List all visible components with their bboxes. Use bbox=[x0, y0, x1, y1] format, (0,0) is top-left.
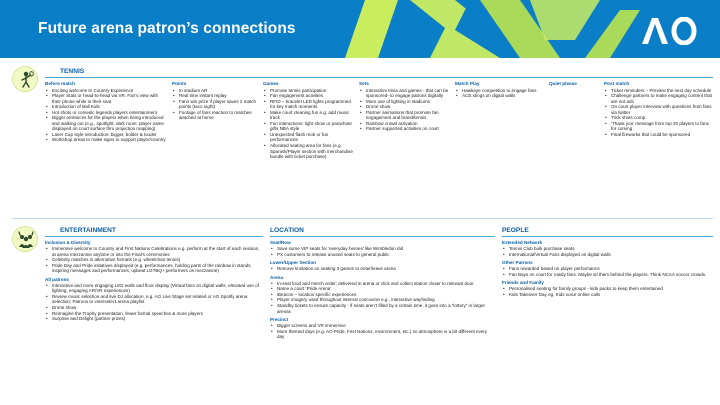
list-item: • In-seat food and merch order; delivered in arena or click and collect station closer to relevant door bbox=[270, 281, 495, 287]
group-heading: Lower/Upper Section bbox=[270, 260, 316, 266]
list-item: • Challenge partners to make engaging content that are not ads bbox=[604, 93, 712, 104]
tennis-column-before-match bbox=[45, 81, 167, 143]
list-item: • Trick shots comp. bbox=[604, 115, 712, 121]
list-item: • Introduction of Ball Kids bbox=[45, 104, 167, 110]
list-item: • Surprise and Delight (partner prizes) bbox=[45, 316, 263, 322]
list-item: • Fan Bays on court for rowdy fans. Maybe sit them behind the players. Think NCAA soccer crowds. bbox=[502, 272, 713, 278]
entertainment-content bbox=[45, 240, 263, 322]
list-item: • Standby tickets to ensure capacity - if seats aren’t filled by a certain time, it goes into a “lottery” in larger arenas bbox=[270, 303, 495, 314]
location-content bbox=[270, 240, 495, 340]
tennis-divider bbox=[45, 77, 713, 78]
group-heading: Arena bbox=[270, 274, 284, 280]
tennis-column-sets bbox=[359, 81, 451, 132]
column-heading: Match Play bbox=[455, 81, 480, 86]
list-item: • Footage of fans reaction to matches watched at home bbox=[172, 110, 258, 121]
tennis-column-games bbox=[263, 81, 355, 160]
people-section-title: PEOPLE bbox=[502, 227, 529, 234]
group-heading: Seat/Row bbox=[270, 240, 291, 245]
list-item: • Hot shots or comedic legends players entertainment bbox=[45, 110, 167, 116]
list-item: • Ticket reminders – Preview the next day schedule bbox=[604, 88, 712, 94]
list-item: • Rainbow crowd activation bbox=[359, 121, 451, 127]
entertainment-divider bbox=[45, 236, 263, 237]
column-heading: Games bbox=[263, 81, 279, 86]
crowd-cheering-icon bbox=[12, 226, 38, 252]
group-heading: Inclusion & Diversity bbox=[45, 240, 91, 245]
column-heading: Before match bbox=[45, 81, 75, 86]
list-item: • RFID – bracelet LED lights programmed for key match moments bbox=[263, 99, 355, 110]
column-heading: Post match bbox=[604, 81, 630, 86]
list-item: • Fans rewarded based on player performance bbox=[502, 266, 713, 272]
list-item: • Promote tennis participation bbox=[263, 88, 355, 94]
tennis-player-icon bbox=[12, 66, 38, 92]
list-item: • Save some VIP seats for ‘everyday heroes’ like Wimbledon did bbox=[270, 246, 495, 252]
list-item: • Workshop areas to make signs to support player/country bbox=[45, 137, 167, 143]
list-item: • Real time instant replay bbox=[172, 93, 258, 99]
list-item: • International/Virtual Fans displayed on digital walls bbox=[502, 252, 713, 258]
list-item: • Celebrity matches in alternative formats (e.g. wheelchair tennis) bbox=[45, 257, 263, 263]
list-item: • Hawkeye competition to engage fans bbox=[455, 88, 543, 94]
people-divider bbox=[502, 236, 713, 237]
tennis-column-match-play bbox=[455, 81, 543, 99]
list-item: • Partner animations that promote fan engagement and brand/tennis bbox=[359, 110, 451, 121]
tennis-column-quiet-please bbox=[549, 81, 599, 88]
list-item: • Player Stats or head-to-head via VR. Fan’s view with their phone while in their seat bbox=[45, 93, 167, 104]
list-item: • iBeacon – location specific experiences bbox=[270, 292, 495, 298]
list-item: • Exciting welcome to Country Experience bbox=[45, 88, 167, 94]
group-heading: Precinct bbox=[270, 317, 289, 323]
list-item: • Player imagery used throughout internal concourse e.g., interactive wayfinding bbox=[270, 297, 495, 303]
list-item: • Review music selection and live DJ allocation, e.g. AO Live Stage set related or AO Spotify arena selection; Patrons to vote/select arena playlist bbox=[45, 294, 263, 305]
list-item: • Remove limitation on seating 3 games to enter/leave arena bbox=[270, 266, 495, 272]
location-divider bbox=[270, 236, 495, 237]
list-item: • Laver Cup style introduction: bigger, bolder & louder bbox=[45, 132, 167, 138]
list-item: • Unexpected flash mob or fun performances bbox=[263, 132, 355, 143]
list-item: • Name a court ‘Pride Arena’ bbox=[270, 286, 495, 292]
group-heading: All patrons bbox=[45, 276, 69, 282]
list-item: • Reimagine the Trophy presentation, fewer formal speeches & more players bbox=[45, 311, 263, 317]
list-item: • Interactive trivia and games - that can be sponsored- to engage patrons digitally bbox=[359, 88, 451, 99]
list-item: • Bigger entrances for the players when being introduced and walking out (e.g., spotlight, dark room; player name displayed on court surface thru projection mapping) bbox=[45, 115, 167, 132]
list-item: • Allocated seating area for fans (e.g. Spanish/Player section with merchandise bundle with ticket purchase) bbox=[263, 143, 355, 160]
list-item: • Tennis Club bulk purchase seats bbox=[502, 246, 713, 252]
header-banner bbox=[0, 0, 720, 58]
column-heading: Quiet please bbox=[549, 81, 577, 86]
people-content bbox=[502, 240, 713, 297]
tennis-column-post-match bbox=[604, 81, 712, 137]
list-item: • Personalised seating for family groups - kids packs to keep them entertained bbox=[502, 286, 713, 292]
group-heading: Friends and Family bbox=[502, 280, 544, 286]
entertainment-section-title: ENTERTAINMENT bbox=[60, 227, 116, 234]
column-heading: Sets bbox=[359, 81, 369, 86]
list-item: • Fans win prize if player saves 2 match points (taco night) bbox=[172, 99, 258, 110]
tennis-column-points bbox=[172, 81, 258, 121]
list-item: • Bigger screens and VR immersive bbox=[270, 323, 495, 329]
list-item: • ‘Thank you’ message from top 20 players to fans for coming bbox=[604, 121, 712, 132]
list-item: • More themed days (e.g. AO Pride, First Nations, environment, etc.) so atmosphere is a bit different every day bbox=[270, 329, 495, 340]
list-item: • Fan engagement activities bbox=[263, 93, 355, 99]
list-item: • ACE stings on digital walls bbox=[455, 93, 543, 99]
list-item: • Pride Day and Pride initiatives displayed (e.g. performances, holding parts of the rainbow in stands, inspiring messages and performances; upbeat LGTBQ+ performers on mezzanine) bbox=[45, 263, 263, 274]
ao-logo-icon bbox=[640, 17, 700, 45]
list-item: • On court player interview with questions from fans via twitter bbox=[604, 104, 712, 115]
column-heading: Points bbox=[172, 81, 187, 86]
list-item: • Interactive and more engaging LED walls and floor display (Virtual fans on digital walls, elevated use of lighting, engaging AR/VR experiences) bbox=[45, 283, 263, 294]
list-item: • Fun interactions: light show or parachute gifts NBA style bbox=[263, 121, 355, 132]
page-title: Future arena patron’s connections bbox=[38, 20, 296, 37]
list-item: • Kids Takeover Day eg. Kids voice online calls bbox=[502, 292, 713, 298]
list-item: • Drone show bbox=[45, 305, 263, 311]
group-heading: Extended Network bbox=[502, 240, 543, 245]
tennis-section-title: TENNIS bbox=[60, 68, 85, 75]
list-item: • Partner supported activities on court bbox=[359, 126, 451, 132]
list-item: • Immersive welcome to Country and First Nations Celebrations e.g. perform at the start of each session, at arena mezzanine anytime or into the Final’s ceremonies bbox=[45, 246, 263, 257]
section-separator bbox=[12, 218, 713, 219]
list-item: • In stadium AR bbox=[172, 88, 258, 94]
group-heading: Other Patrons bbox=[502, 260, 533, 266]
list-item: • More use of lighting in stadiums bbox=[359, 99, 451, 105]
location-section-title: LOCATION bbox=[270, 227, 304, 234]
list-item: • PX customers to release unused seats to general public bbox=[270, 252, 495, 258]
list-item: • Final fireworks that could be sponsored bbox=[604, 132, 712, 138]
list-item: • Make court cleaning fun e.g. add music track bbox=[263, 110, 355, 121]
list-item: • Drone show bbox=[359, 104, 451, 110]
